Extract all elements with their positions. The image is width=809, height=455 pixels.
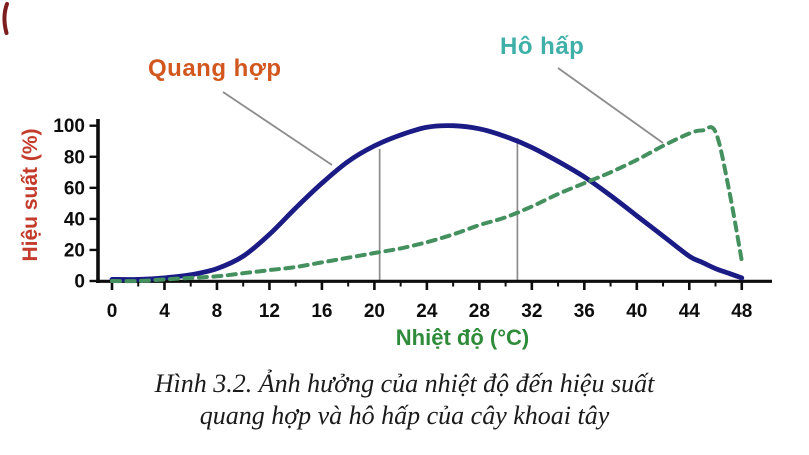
x-tick-label: 0 [106, 301, 118, 322]
y-axis-tick-labels [53, 116, 85, 292]
x-axis-tick-labels [107, 301, 753, 322]
respiration-curve [112, 127, 742, 281]
figure-caption-line-2: quang hợp và hô hấp của cây khoai tây [199, 401, 610, 430]
corner-mark [4, 4, 7, 33]
photosynthesis-label: Quang hợp [148, 55, 282, 82]
x-tick-label: 48 [731, 301, 753, 322]
x-tick-label: 40 [626, 301, 648, 322]
y-tick-label: 80 [63, 147, 85, 169]
x-tick-label: 20 [363, 301, 385, 322]
y-tick-label: 100 [53, 116, 85, 138]
respiration-pointer-line [558, 68, 663, 143]
figure-caption-line-1: Hình 3.2. Ảnh hưởng của nhiệt độ đến hiệu suất [154, 369, 655, 398]
photosynthesis-pointer-line [223, 92, 332, 165]
x-tick-label: 16 [311, 301, 333, 322]
y-tick-label: 0 [74, 271, 85, 293]
y-tick-label: 20 [63, 240, 85, 262]
y-tick-label: 60 [63, 178, 85, 200]
x-tick-label: 28 [468, 301, 490, 322]
x-tick-label: 4 [159, 301, 170, 322]
photosynthesis-curve [112, 126, 742, 280]
x-axis-title: Nhiệt độ (°C) [395, 325, 530, 350]
respiration-label: Hô hấp [500, 33, 585, 60]
x-tick-label: 8 [211, 301, 223, 322]
y-axis-title: Hiệu suất (%) [19, 128, 42, 262]
marker-droplines [380, 138, 518, 281]
x-tick-label: 36 [573, 301, 595, 322]
data-curves [112, 126, 742, 282]
x-tick-label: 24 [416, 301, 438, 322]
figure-caption [0, 368, 809, 432]
x-tick-label: 32 [521, 301, 543, 322]
y-tick-label: 40 [63, 209, 85, 231]
x-tick-label: 12 [258, 301, 281, 322]
x-tick-label: 44 [678, 301, 700, 322]
